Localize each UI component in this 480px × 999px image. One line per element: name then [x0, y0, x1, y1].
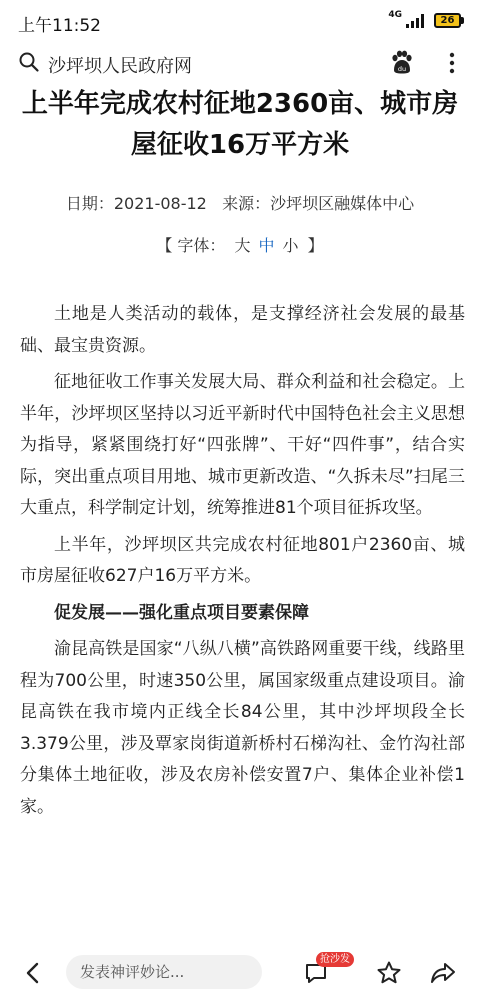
browser-header — [0, 44, 480, 84]
date-label: 日期： — [65, 194, 114, 213]
battery-icon — [434, 13, 464, 28]
kebab-menu-icon[interactable] — [442, 51, 462, 75]
paragraph: 渝昆高铁是国家“八纵八横”高铁路网重要干线，线路里程为700公里，时速350公里，属国家级重点建设项目。渝昆高铁在我市境内正线全长84公里，其中沙坪坝段全长3.379公里，涉及覃家岗街道新桥村石梯沟社、金竹沟社部分集体土地征收，涉及农房补偿安置7户、集体企业补偿1家。 — [20, 639, 465, 817]
comment-badge: 抢沙发 — [316, 952, 354, 967]
network-type-label: 4G — [388, 10, 402, 20]
bottom-action-bar — [0, 944, 480, 999]
back-arrow-icon[interactable] — [22, 961, 44, 985]
comment-input[interactable]: 发表神评妙论... — [66, 955, 262, 989]
article-date: 2021-08-12 — [113, 194, 207, 213]
status-time: 上午11:52 — [18, 16, 101, 36]
star-icon[interactable] — [376, 960, 402, 986]
paragraph: 征地征收工作事关发展大局、群众利益和社会稳定。上半年，沙坪坝区坚持以习近平新时代中国特色社会主义思想为指导，紧紧围绕打好“四张牌”、干好“四件事”，结合实际，突出重点项目用地、城市更新改造、“久拆未尽”扫尾三大重点，科学制定计划，统筹推进81个项目征拆攻坚。 — [20, 372, 465, 518]
baidu-paw-icon[interactable] — [389, 49, 415, 75]
article-source: 沙坪坝区融媒体中心 — [270, 194, 415, 213]
status-indicators — [388, 10, 464, 28]
section-subheading: 促发展——强化重点项目要素保障 — [54, 602, 309, 623]
article-meta — [0, 191, 480, 214]
font-size-large[interactable]: 大 — [234, 236, 251, 255]
font-size-small[interactable]: 小 — [282, 236, 299, 255]
article-body — [20, 299, 465, 828]
status-bar — [0, 0, 480, 44]
source-label: 来源： — [222, 194, 271, 213]
font-size-medium[interactable]: 中 — [258, 236, 275, 255]
font-size-close: 】 — [307, 236, 324, 255]
paragraph: 上半年，沙坪坝区共完成农村征地801户2360亩、城市房屋征收627户16万平方米。 — [20, 534, 465, 586]
svg-text:du: du — [397, 65, 407, 73]
site-title[interactable]: 沙坪坝人民政府网 — [48, 56, 192, 77]
share-arrow-icon[interactable] — [430, 960, 456, 986]
font-size-label: 【 字体： — [156, 236, 226, 255]
article-title: 上半年完成农村征地2360亩、城市房屋征收16万平方米 — [21, 89, 459, 160]
battery-level: 26 — [434, 13, 461, 28]
search-icon[interactable] — [18, 51, 40, 73]
paragraph: 土地是人类活动的载体，是支撑经济社会发展的最基础、最宝贵资源。 — [20, 304, 465, 356]
signal-strength-icon — [406, 14, 424, 28]
font-size-selector — [0, 233, 480, 256]
